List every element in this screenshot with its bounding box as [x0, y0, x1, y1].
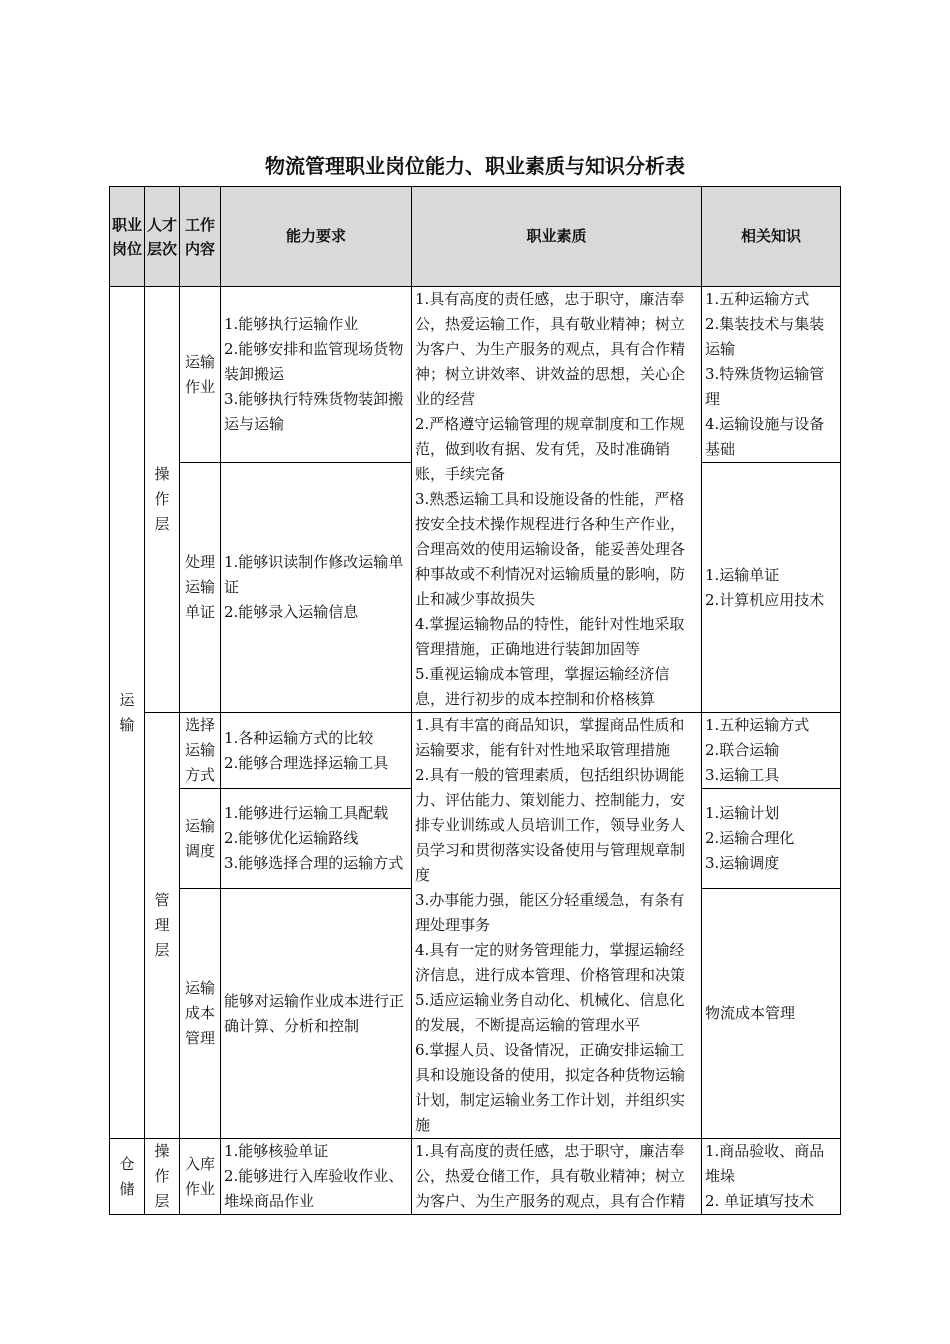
knowledge-cell: 1.运输单证 2.计算机应用技术: [702, 463, 841, 713]
post-transport: 运输: [110, 287, 145, 1139]
ability-cell: 1.能够执行运输作业 2.能够安排和监管现场货物装卸搬运 3.能够执行特殊货物装卸搬运与运输: [221, 287, 412, 463]
analysis-table: [109, 186, 841, 1215]
knowledge-cell: 1.运输计划 2.运输合理化 3.运输调度: [702, 789, 841, 889]
work-cell: 运输成本管理: [180, 889, 221, 1139]
header-post-label: 职业岗位: [111, 215, 142, 258]
work-cell: 选择运输方式: [180, 713, 221, 789]
header-level: [145, 187, 180, 287]
ability-cell: 1.能够识读制作修改运输单证 2.能够录入运输信息: [221, 463, 412, 713]
header-knowledge: 相关知识: [702, 187, 841, 287]
quality-operation: 1.具有高度的责任感，忠于职守，廉洁奉公，热爱运输工作，具有敬业精神；树立为客户、为生产服务的观点，具有合作精神；树立讲效率、讲效益的思想，关心企业的经营 2.严格遵守运输管理的规章制度和工作规范，做到收有据、发有凭，及时准确销账，手续完备 3.熟悉运输工具和设施设备的性能，严格按安全技术操作规程进行各种生产作业，合理高效的使用运输设备，能妥善处理各种事故或不利情况对运输质量的影响，防止和减少事故损失 4.掌握运输物品的特性，能针对性地采取管理措施，正确地进行装卸加固等 5.重视运输成本管理，掌握运输经济信息，进行初步的成本控制和价格核算: [412, 287, 702, 713]
quality-management: 1.具有丰富的商品知识，掌握商品性质和运输要求，能有针对性地采取管理措施 2.具有一般的管理素质，包括组织协调能力、评估能力、策划能力、控制能力，安排专业训练或人员培训工作，领导业务人员学习和贯彻落实设备使用与管理规章制度 3.办事能力强，能区分轻重缓急，有条有理处理事务 4.具有一定的财务管理能力，掌握运输经济信息，进行成本管理、价格管理和决策 5.适应运输业务自动化、机械化、信息化的发展，不断提高运输的管理水平 6.掌握人员、设备情况，正确安排运输工具和设施设备的使用，拟定各种货物运输计划，制定运输业务工作计划，并组织实施: [412, 713, 702, 1139]
header-post: [110, 187, 145, 287]
knowledge-cell: 1.商品验收、商品堆垛 2. 单证填写技术: [702, 1139, 841, 1215]
header-work: [180, 187, 221, 287]
knowledge-cell: 物流成本管理: [702, 889, 841, 1139]
table-header-row: [110, 187, 841, 287]
quality-warehouse: 1.具有高度的责任感，忠于职守，廉洁奉公，热爱仓储工作，具有敬业精神；树立为客户、为生产服务的观点，具有合作精: [412, 1139, 702, 1215]
ability-cell: 1.能够核验单证 2.能够进行入库验收作业、堆垛商品作业: [221, 1139, 412, 1215]
work-cell: 入库作业: [180, 1139, 221, 1215]
post-warehouse: 仓储: [110, 1139, 145, 1215]
ability-cell: 能够对运输作业成本进行正确计算、分析和控制: [221, 889, 412, 1139]
table-row: [110, 287, 841, 463]
work-cell: 运输调度: [180, 789, 221, 889]
header-work-label: 工作内容: [184, 215, 215, 258]
work-cell: 运输作业: [180, 287, 221, 463]
table-row: [110, 1139, 841, 1215]
page-title: 物流管理职业岗位能力、职业素质与知识分析表: [265, 154, 685, 178]
ability-cell: 1.能够进行运输工具配载 2.能够优化运输路线 3.能够选择合理的运输方式: [221, 789, 412, 889]
header-level-label: 人才层次: [146, 215, 177, 258]
work-cell: 处理运输单证: [180, 463, 221, 713]
ability-cell: 1.各种运输方式的比较 2.能够合理选择运输工具: [221, 713, 412, 789]
level-management: 管理层: [145, 713, 180, 1139]
table-row: [110, 713, 841, 789]
level-operation-warehouse: 操作层: [145, 1139, 180, 1215]
header-ability: 能力要求: [221, 187, 412, 287]
header-quality: 职业素质: [412, 187, 702, 287]
knowledge-cell: 1.五种运输方式 2.联合运输 3.运输工具: [702, 713, 841, 789]
level-operation: 操作层: [145, 287, 180, 713]
knowledge-cell: 1.五种运输方式 2.集装技术与集装运输 3.特殊货物运输管理 4.运输设施与设备基础: [702, 287, 841, 463]
